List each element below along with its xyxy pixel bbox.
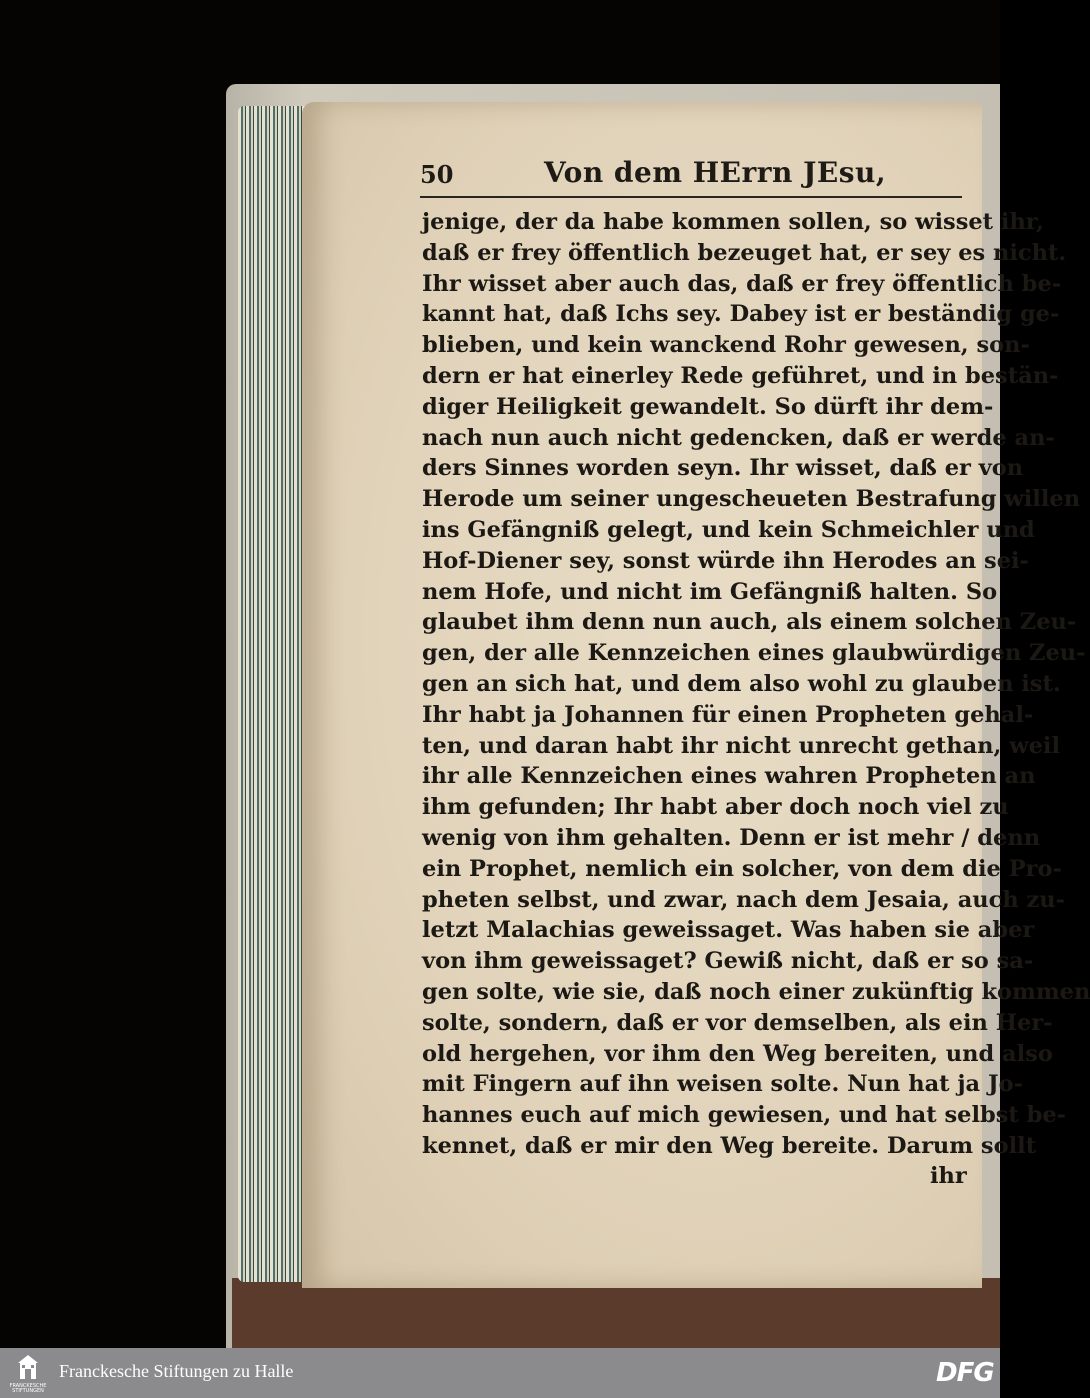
dfg-logo: DFG xyxy=(936,1358,994,1388)
text-line: Hof-Diener sey, sonst würde ihn Herodes an sei- xyxy=(422,547,1029,574)
text-line: ihr alle Kennzeichen eines wahren Propheten an xyxy=(422,763,1036,790)
text-line: gen solte, wie sie, daß noch einer zukünftig kommen xyxy=(422,978,1090,1005)
text-line: ins Gefängniß gelegt, und kein Schmeichler und xyxy=(422,516,1035,543)
text-line: letzt Malachias geweissaget. Was haben sie aber xyxy=(422,917,1035,944)
institution-name: Franckesche Stiftungen zu Halle xyxy=(59,1361,294,1381)
text-line: ein Prophet, nemlich ein solcher, von dem die Pro- xyxy=(422,855,1062,882)
text-line: wenig von ihm gehalten. Denn er ist mehr / denn xyxy=(422,824,1041,851)
page-header xyxy=(420,154,960,194)
text-line: Ihr habt ja Johannen für einen Propheten gehal- xyxy=(422,701,1034,728)
catchword: ihr xyxy=(930,1163,967,1189)
text-line: ders Sinnes worden seyn. Ihr wisset, daß er von xyxy=(422,455,1024,482)
institution-logo xyxy=(6,1353,50,1393)
header-rule xyxy=(420,196,962,198)
text-line: blieben, und kein wanckend Rohr gewesen, son- xyxy=(422,332,1030,359)
text-line: gen an sich hat, und dem also wohl zu glauben ist. xyxy=(422,670,1061,697)
text-line: gen, der alle Kennzeichen eines glaubwürdigen Zeu- xyxy=(422,640,1086,667)
text-line: Herode um seiner ungescheueten Bestrafung willen xyxy=(422,486,1081,513)
cover-edge xyxy=(232,1278,1000,1348)
text-line: nach nun auch nicht gedencken, daß er werde an- xyxy=(422,424,1055,451)
text-line: dern er hat einerley Rede geführet, und in bestän- xyxy=(422,362,1059,389)
page-number: 50 xyxy=(420,160,454,189)
text-line: hannes euch auf mich gewiesen, und hat selbst be- xyxy=(422,1102,1067,1129)
text-line: ihm gefunden; Ihr habt aber doch noch viel zu xyxy=(422,794,1009,821)
text-line: Ihr wisset aber auch das, daß er frey öffentlich be- xyxy=(422,270,1062,297)
text-line: mit Fingern auf ihn weisen solte. Nun hat ja Jo- xyxy=(422,1071,1023,1098)
footer-bar xyxy=(0,1348,1000,1398)
text-line: nem Hofe, und nicht im Gefängniß halten. So xyxy=(422,578,998,605)
text-line: solte, sondern, daß er vor demselben, als ein Her- xyxy=(422,1009,1053,1036)
logo-text: FRANCKESCHE STIFTUNGEN xyxy=(9,1383,47,1394)
text-line: ten, und daran habt ihr nicht unrecht gethan, weil xyxy=(422,732,1060,759)
text-line: old hergehen, vor ihm den Weg bereiten, und also xyxy=(422,1040,1053,1067)
text-line: glaubet ihm denn nun auch, als einem solchen Zeu- xyxy=(422,609,1077,636)
text-line: jenige, der da habe kommen sollen, so wisset ihr, xyxy=(422,209,1044,235)
running-title: Von dem HErrn JEsu, xyxy=(544,156,887,189)
text-line: kannt hat, daß Ichs sey. Dabey ist er beständig ge- xyxy=(422,301,1060,328)
text-line: daß er frey öffentlich bezeuget hat, er sey es nicht. xyxy=(422,239,1067,266)
text-line: diger Heiligkeit gewandelt. So dürft ihr dem- xyxy=(422,393,994,420)
text-line: pheten selbst, und zwar, nach dem Jesaia, auch zu- xyxy=(422,886,1066,913)
building-icon xyxy=(6,1353,50,1383)
text-line: kennet, daß er mir den Weg bereite. Darum sollt xyxy=(422,1132,1037,1159)
body-text xyxy=(422,207,1090,1162)
text-line: von ihm geweissaget? Gewiß nicht, daß er so sa- xyxy=(422,948,1034,975)
